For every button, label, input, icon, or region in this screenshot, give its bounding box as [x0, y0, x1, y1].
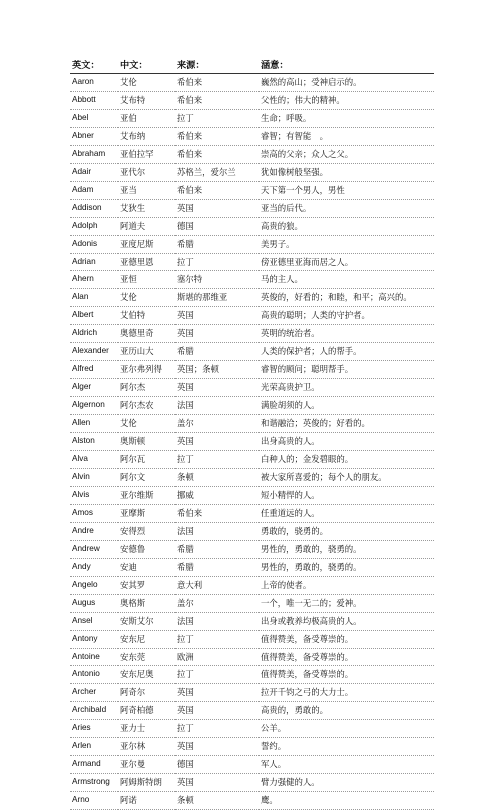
- table-row: [70, 163, 434, 181]
- cell-chinese-name: 亚伯: [118, 109, 175, 127]
- english-names-table: [70, 59, 434, 810]
- table-row: [70, 415, 434, 433]
- table-row: [70, 576, 434, 594]
- cell-english-name: Archer: [70, 684, 118, 702]
- cell-meaning: 高贵的，勇敢的。: [259, 702, 434, 720]
- cell-meaning: 一个，唯一无二的；爱神。: [259, 594, 434, 612]
- cell-chinese-name: 阿尔杰农: [118, 397, 175, 415]
- cell-chinese-name: 奥格斯: [118, 594, 175, 612]
- cell-origin: 希伯来: [175, 181, 259, 199]
- cell-meaning: 勇敢的，骁勇的。: [259, 522, 434, 540]
- cell-english-name: Aaron: [70, 74, 118, 92]
- cell-meaning: 崇高的父亲；众人之父。: [259, 145, 434, 163]
- cell-english-name: Alan: [70, 289, 118, 307]
- table-row: [70, 343, 434, 361]
- table-row: [70, 361, 434, 379]
- table-row: [70, 702, 434, 720]
- table-row: [70, 451, 434, 469]
- table-row: [70, 74, 434, 92]
- cell-english-name: Antonio: [70, 666, 118, 684]
- header-english: 英文：: [70, 59, 118, 74]
- table-row: [70, 486, 434, 504]
- cell-chinese-name: 亚历山大: [118, 343, 175, 361]
- cell-english-name: Angelo: [70, 576, 118, 594]
- cell-meaning: 睿智；有智能 。: [259, 127, 434, 145]
- cell-origin: 希腊: [175, 343, 259, 361]
- cell-english-name: Andrew: [70, 540, 118, 558]
- cell-english-name: Archibald: [70, 702, 118, 720]
- cell-origin: 斯堪的那维亚: [175, 289, 259, 307]
- cell-meaning: 睿智的顾问；聪明帮手。: [259, 361, 434, 379]
- cell-meaning: 白种人的；金发碧眼的。: [259, 451, 434, 469]
- cell-origin: 盖尔: [175, 415, 259, 433]
- cell-meaning: 誓约。: [259, 738, 434, 756]
- cell-origin: 拉丁: [175, 253, 259, 271]
- cell-chinese-name: 阿奇柏德: [118, 702, 175, 720]
- table-row: [70, 235, 434, 253]
- cell-meaning: 天下第一个男人，男性: [259, 181, 434, 199]
- cell-origin: 欧洲: [175, 648, 259, 666]
- table-row: [70, 145, 434, 163]
- cell-origin: 希腊: [175, 235, 259, 253]
- cell-origin: 拉丁: [175, 630, 259, 648]
- cell-english-name: Armand: [70, 756, 118, 774]
- table-row: [70, 253, 434, 271]
- cell-meaning: 巍然的高山；受神启示的。: [259, 74, 434, 92]
- table-row: [70, 325, 434, 343]
- table-row: [70, 379, 434, 397]
- cell-english-name: Albert: [70, 307, 118, 325]
- cell-english-name: Aldrich: [70, 325, 118, 343]
- cell-chinese-name: 艾狄生: [118, 199, 175, 217]
- table-row: [70, 91, 434, 109]
- cell-origin: 英国: [175, 684, 259, 702]
- cell-origin: 希伯来: [175, 74, 259, 92]
- cell-chinese-name: 安迪: [118, 558, 175, 576]
- cell-chinese-name: 奥斯顿: [118, 433, 175, 451]
- cell-english-name: Ahern: [70, 271, 118, 289]
- table-row: [70, 738, 434, 756]
- cell-origin: 拉丁: [175, 720, 259, 738]
- cell-meaning: 臂力强健的人。: [259, 774, 434, 792]
- table-row: [70, 289, 434, 307]
- cell-chinese-name: 艾布特: [118, 91, 175, 109]
- cell-english-name: Aries: [70, 720, 118, 738]
- cell-origin: 法国: [175, 612, 259, 630]
- cell-english-name: Alva: [70, 451, 118, 469]
- cell-meaning: 生命；呼吸。: [259, 109, 434, 127]
- cell-chinese-name: 亚当: [118, 181, 175, 199]
- table-row: [70, 217, 434, 235]
- cell-chinese-name: 阿尔瓦: [118, 451, 175, 469]
- cell-origin: 拉丁: [175, 451, 259, 469]
- cell-english-name: Antoine: [70, 648, 118, 666]
- cell-meaning: 值得赞美，备受尊崇的。: [259, 666, 434, 684]
- cell-origin: 拉丁: [175, 666, 259, 684]
- table-row: [70, 199, 434, 217]
- cell-origin: 挪威: [175, 486, 259, 504]
- cell-english-name: Ansel: [70, 612, 118, 630]
- cell-meaning: 和谐融洽；英俊的；好看的。: [259, 415, 434, 433]
- cell-meaning: 人类的保护者；人的帮手。: [259, 343, 434, 361]
- cell-origin: 法国: [175, 522, 259, 540]
- cell-english-name: Alexander: [70, 343, 118, 361]
- cell-meaning: 男性的，勇敢的，骁勇的。: [259, 558, 434, 576]
- cell-meaning: 亚当的后代。: [259, 199, 434, 217]
- table-row: [70, 181, 434, 199]
- cell-chinese-name: 艾伦: [118, 415, 175, 433]
- cell-chinese-name: 阿诺: [118, 792, 175, 810]
- cell-meaning: 军人。: [259, 756, 434, 774]
- cell-meaning: 值得赞美，备受尊崇的。: [259, 648, 434, 666]
- cell-meaning: 公羊。: [259, 720, 434, 738]
- cell-meaning: 高贵的狼。: [259, 217, 434, 235]
- cell-meaning: 父性的；伟大的精神。: [259, 91, 434, 109]
- cell-origin: 苏格兰，爱尔兰: [175, 163, 259, 181]
- cell-chinese-name: 亚尔林: [118, 738, 175, 756]
- table-row: [70, 720, 434, 738]
- cell-origin: 拉丁: [175, 109, 259, 127]
- table-row: [70, 630, 434, 648]
- cell-origin: 希腊: [175, 540, 259, 558]
- table-row: [70, 792, 434, 810]
- table-row: [70, 504, 434, 522]
- cell-chinese-name: 阿尔杰: [118, 379, 175, 397]
- cell-origin: 塞尔特: [175, 271, 259, 289]
- cell-chinese-name: 艾伦: [118, 289, 175, 307]
- cell-origin: 英国: [175, 307, 259, 325]
- cell-chinese-name: 安斯艾尔: [118, 612, 175, 630]
- header-chinese: 中文：: [118, 59, 175, 74]
- cell-chinese-name: 安德鲁: [118, 540, 175, 558]
- cell-origin: 英国: [175, 325, 259, 343]
- table-row: [70, 522, 434, 540]
- cell-english-name: Abel: [70, 109, 118, 127]
- cell-chinese-name: 亚恒: [118, 271, 175, 289]
- cell-english-name: Arlen: [70, 738, 118, 756]
- cell-chinese-name: 安其罗: [118, 576, 175, 594]
- cell-chinese-name: 亚尔曼: [118, 756, 175, 774]
- cell-meaning: 犹如像树般坚强。: [259, 163, 434, 181]
- cell-chinese-name: 阿道夫: [118, 217, 175, 235]
- table-row: [70, 307, 434, 325]
- cell-english-name: Arno: [70, 792, 118, 810]
- cell-meaning: 被大家所喜爱的；每个人的朋友。: [259, 468, 434, 486]
- cell-chinese-name: 阿尔文: [118, 468, 175, 486]
- cell-english-name: Adonis: [70, 235, 118, 253]
- cell-meaning: 出身高贵的人。: [259, 433, 434, 451]
- cell-english-name: Alfred: [70, 361, 118, 379]
- cell-english-name: Alger: [70, 379, 118, 397]
- cell-chinese-name: 艾布纳: [118, 127, 175, 145]
- cell-meaning: 光荣高贵护卫。: [259, 379, 434, 397]
- cell-english-name: Adrian: [70, 253, 118, 271]
- cell-meaning: 短小精悍的人。: [259, 486, 434, 504]
- cell-meaning: 高贵的聪明；人类的守护者。: [259, 307, 434, 325]
- cell-origin: 英国；条顿: [175, 361, 259, 379]
- cell-meaning: 值得赞美，备受尊崇的。: [259, 630, 434, 648]
- cell-english-name: Abraham: [70, 145, 118, 163]
- cell-english-name: Adair: [70, 163, 118, 181]
- cell-english-name: Alvis: [70, 486, 118, 504]
- cell-origin: 条顿: [175, 792, 259, 810]
- table-row: [70, 127, 434, 145]
- cell-english-name: Abbott: [70, 91, 118, 109]
- cell-meaning: 美男子。: [259, 235, 434, 253]
- cell-origin: 希腊: [175, 558, 259, 576]
- cell-origin: 盖尔: [175, 594, 259, 612]
- cell-meaning: 拉开千钧之弓的大力士。: [259, 684, 434, 702]
- table-row: [70, 756, 434, 774]
- cell-origin: 希伯来: [175, 504, 259, 522]
- cell-english-name: Algernon: [70, 397, 118, 415]
- cell-english-name: Amos: [70, 504, 118, 522]
- cell-chinese-name: 亚度尼斯: [118, 235, 175, 253]
- cell-chinese-name: 阿姆斯特朗: [118, 774, 175, 792]
- cell-meaning: 傍亚德里亚海而居之人。: [259, 253, 434, 271]
- table-row: [70, 666, 434, 684]
- cell-chinese-name: 奥德里奇: [118, 325, 175, 343]
- cell-meaning: 马的主人。: [259, 271, 434, 289]
- cell-origin: 英国: [175, 379, 259, 397]
- cell-chinese-name: 亚力士: [118, 720, 175, 738]
- cell-english-name: Armstrong: [70, 774, 118, 792]
- table-row: [70, 612, 434, 630]
- cell-meaning: 出身或教养均极高贵的人。: [259, 612, 434, 630]
- header-origin: 来源：: [175, 59, 259, 74]
- table-row: [70, 684, 434, 702]
- cell-meaning: 任重道远的人。: [259, 504, 434, 522]
- table-row: [70, 648, 434, 666]
- cell-meaning: 英俊的，好看的；和睦，和平；高兴的。: [259, 289, 434, 307]
- cell-chinese-name: 安东莞: [118, 648, 175, 666]
- cell-meaning: 鹰。: [259, 792, 434, 810]
- table-row: [70, 774, 434, 792]
- cell-english-name: Adolph: [70, 217, 118, 235]
- header-meaning: 涵意：: [259, 59, 434, 74]
- table-row: [70, 468, 434, 486]
- table-row: [70, 271, 434, 289]
- cell-origin: 英国: [175, 199, 259, 217]
- cell-english-name: Antony: [70, 630, 118, 648]
- cell-chinese-name: 安东尼: [118, 630, 175, 648]
- cell-english-name: Adam: [70, 181, 118, 199]
- cell-chinese-name: 安东尼奥: [118, 666, 175, 684]
- cell-chinese-name: 亚尔弗列得: [118, 361, 175, 379]
- cell-chinese-name: 安得烈: [118, 522, 175, 540]
- cell-origin: 英国: [175, 774, 259, 792]
- cell-chinese-name: 亚代尔: [118, 163, 175, 181]
- cell-english-name: Augus: [70, 594, 118, 612]
- cell-chinese-name: 亚德里恩: [118, 253, 175, 271]
- table-row: [70, 397, 434, 415]
- cell-origin: 希伯来: [175, 91, 259, 109]
- cell-meaning: 英明的统治者。: [259, 325, 434, 343]
- cell-origin: 意大利: [175, 576, 259, 594]
- cell-origin: 德国: [175, 217, 259, 235]
- cell-english-name: Allen: [70, 415, 118, 433]
- cell-origin: 希伯来: [175, 145, 259, 163]
- cell-origin: 希伯来: [175, 127, 259, 145]
- cell-meaning: 满脸胡须的人。: [259, 397, 434, 415]
- table-body: [70, 74, 434, 810]
- table-row: [70, 594, 434, 612]
- table-row: [70, 433, 434, 451]
- cell-chinese-name: 亚摩斯: [118, 504, 175, 522]
- cell-origin: 法国: [175, 397, 259, 415]
- table-row: [70, 109, 434, 127]
- cell-chinese-name: 艾伦: [118, 74, 175, 92]
- cell-meaning: 上帝的使者。: [259, 576, 434, 594]
- cell-english-name: Andy: [70, 558, 118, 576]
- cell-chinese-name: 亚伯拉罕: [118, 145, 175, 163]
- table-row: [70, 540, 434, 558]
- table-row: [70, 558, 434, 576]
- cell-meaning: 男性的，勇敢的，骁勇的。: [259, 540, 434, 558]
- table-header-row: [70, 59, 434, 74]
- cell-chinese-name: 艾伯特: [118, 307, 175, 325]
- cell-origin: 英国: [175, 738, 259, 756]
- cell-origin: 德国: [175, 756, 259, 774]
- cell-english-name: Abner: [70, 127, 118, 145]
- cell-chinese-name: 阿奇尔: [118, 684, 175, 702]
- cell-english-name: Alvin: [70, 468, 118, 486]
- cell-english-name: Alston: [70, 433, 118, 451]
- cell-chinese-name: 亚尔维斯: [118, 486, 175, 504]
- cell-english-name: Andre: [70, 522, 118, 540]
- cell-origin: 条顿: [175, 468, 259, 486]
- cell-origin: 英国: [175, 433, 259, 451]
- cell-english-name: Addison: [70, 199, 118, 217]
- cell-origin: 英国: [175, 702, 259, 720]
